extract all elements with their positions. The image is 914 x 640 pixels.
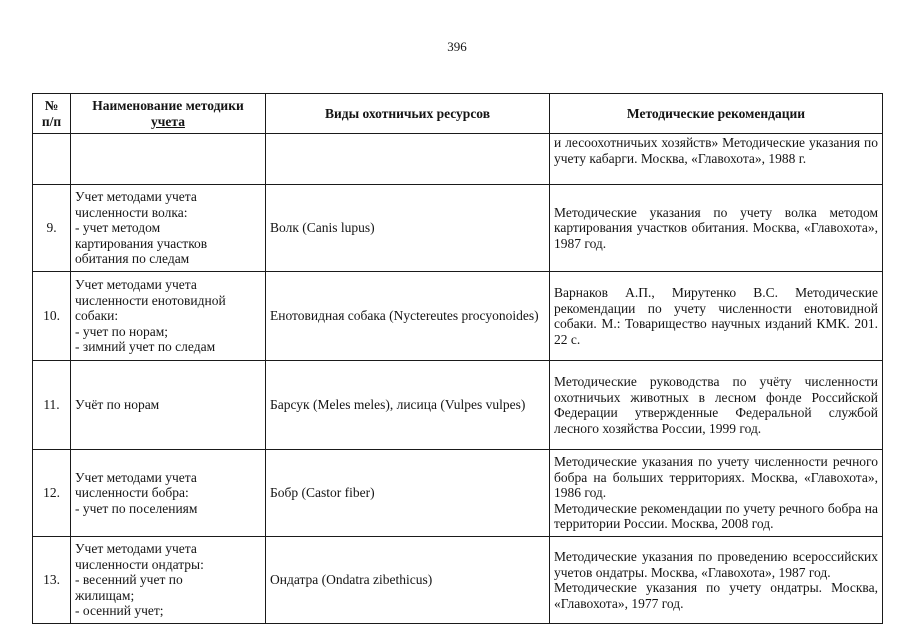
recommendations-cell	[550, 361, 883, 450]
species-cell: Ондатра (Ondatra zibethicus)	[266, 537, 550, 624]
recommendation-text: Методические рекомендации по учету речного бобра на территории России. Москва, 2008 год.	[554, 500, 878, 532]
recommendation-text: Методические указания по проведению всероссийских учетов ондатры. Москва, «Главохота», 1987 год.	[554, 549, 878, 580]
recommendations-cell	[550, 450, 883, 537]
table-row	[33, 185, 883, 272]
method-name-line: Учёт по норам	[75, 397, 160, 413]
table-row	[33, 134, 883, 185]
header-method: Наименование методики учета	[71, 94, 266, 134]
method-name-line: Учет методами учета	[75, 189, 197, 205]
recommendation-text: и лесоохотничьих хозяйств» Методические указания по учету кабарги. Москва, «Главохота», 1988 г.	[554, 135, 878, 166]
method-name-line: - учет методом	[75, 220, 161, 236]
method-name-line: численности волка:	[75, 204, 188, 220]
method-name-line: численности бобра:	[75, 485, 189, 501]
species-cell: Бобр (Castor fiber)	[266, 450, 550, 537]
hunting-resources-methods-table	[32, 93, 883, 624]
method-name-line: численности енотовидной	[75, 292, 226, 308]
row-number: 9.	[33, 185, 71, 272]
recommendations-cell	[550, 134, 883, 185]
row-number: 13.	[33, 537, 71, 624]
method-name-cell	[71, 537, 266, 624]
method-name-line: - учет по норам;	[75, 323, 169, 339]
method-name-line: - учет по поселениям	[75, 500, 198, 516]
recommendations-cell	[550, 185, 883, 272]
table-row	[33, 272, 883, 361]
method-name-cell	[71, 185, 266, 272]
recommendation-text: Методические руководства по учёту численности охотничьих животных в лесном фонде Российской Федерации утвержденные Федеральной службой лесного хозяйства России, 1999 год.	[554, 374, 878, 436]
method-name-line: - весенний учет по	[75, 572, 183, 588]
row-number: 11.	[33, 361, 71, 450]
method-name-line: картирования участков	[75, 235, 208, 251]
recommendation-text: Методические указания по учету ондатры. Москва, «Главохота», 1977 год.	[554, 580, 878, 611]
method-name-cell	[71, 450, 266, 537]
recommendation-text: Методические указания по учету волка методом картирования участков обитания. Москва, «Главохота», 1987 год.	[554, 204, 878, 251]
table-row	[33, 450, 883, 537]
row-number: 10.	[33, 272, 71, 361]
table-row	[33, 537, 883, 624]
table-header-row	[33, 94, 883, 134]
method-name-line: Учет методами учета	[75, 541, 197, 557]
recommendation-text: Варнаков А.П., Мирутенко В.С. Методические рекомендации по учету численности енотовидной собаки. М.: Товарищество научных изданий КМК. 201. 22 с.	[554, 285, 878, 347]
species-cell: Енотовидная собака (Nyctereutes procyonoides)	[266, 272, 550, 361]
recommendations-cell	[550, 537, 883, 624]
row-number	[33, 134, 71, 185]
method-name-line: жилищам;	[75, 587, 135, 603]
method-name-line: Учет методами учета	[75, 277, 197, 293]
header-num: № п/п	[33, 94, 71, 134]
row-number: 12.	[33, 450, 71, 537]
method-name-line: собаки:	[75, 308, 119, 324]
recommendations-cell	[550, 272, 883, 361]
method-name-cell	[71, 272, 266, 361]
species-cell: Волк (Canis lupus)	[266, 185, 550, 272]
method-name-line: Учет методами учета	[75, 469, 197, 485]
recommendation-text: Методические указания по учету численности речного бобра на больших территориях. Москва, «Главохота», 1986 год.	[554, 454, 878, 501]
header-recommendations: Методические рекомендации	[550, 94, 883, 134]
method-name-cell	[71, 134, 266, 185]
species-cell: Барсук (Meles meles), лисица (Vulpes vulpes)	[266, 361, 550, 450]
table-row	[33, 361, 883, 450]
table-body	[33, 134, 883, 624]
method-name-line: обитания по следам	[75, 251, 190, 267]
page-number: 396	[447, 39, 467, 54]
method-name-line: - осенний учет;	[75, 603, 164, 619]
method-name-line: численности ондатры:	[75, 556, 204, 572]
method-name-line: - зимний учет по следам	[75, 339, 216, 355]
method-name-cell	[71, 361, 266, 450]
header-species: Виды охотничьих ресурсов	[266, 94, 550, 134]
species-cell	[266, 134, 550, 185]
